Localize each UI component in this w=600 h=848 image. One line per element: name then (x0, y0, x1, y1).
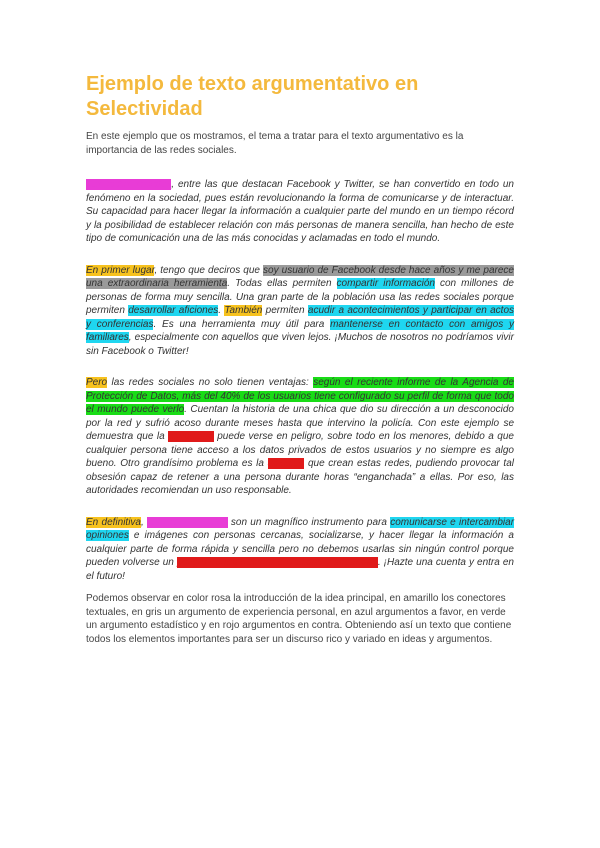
paragraph-arguments-against (86, 376, 514, 498)
text-run: que crean estas redes, pudiendo provocar tal obsesión capaz de retener a una persona durante horas “enganchada” a ellas. Por eso, las autoridades recomiendan un uso responsable. (86, 458, 514, 496)
highlight-argument-against: peligro contra nuestra privacidad y seguridad (176, 557, 378, 568)
highlight-connector: En primer lugar (86, 264, 155, 276)
text-run: , (141, 516, 148, 528)
text-run: . ¡Hazte una cuenta y entra en el futuro! (86, 557, 514, 582)
text-run: , especialmente con aquellos que viven lejos. ¡Muchos de nosotros no podríamos vivir sin Facebook o Twitter! (86, 332, 514, 357)
text-run: puede verse en peligro, sobre todo en los menores, debido a que cualquier persona tiene acceso a los datos privados de estos usuarios y no siempre es algo bueno. Otro grandísimo problema es la (86, 431, 514, 469)
highlight-connector: En definitiva (86, 516, 141, 528)
text-run: . Es una herramienta muy útil para (153, 318, 331, 330)
text-run: e imágenes con personas cercanas, socializarse, y hacer llegar la información a cualquier parte de forma rápida y sencilla pero no debemos usarlas sin ningún control porque pueden volverse un (86, 530, 514, 568)
highlight-argument-for: acudir a acontecimientos y participar en actos y conferencias (86, 305, 515, 330)
highlight-connector: Pero (86, 377, 108, 388)
document-title: Ejemplo de texto argumentativo en Selectividad (86, 73, 419, 120)
text-run: con millones de personas de forma muy sencilla. Una gran parte de la población usa las redes sociales porque permiten (86, 278, 514, 316)
text-run: , entre las que destacan Facebook y Twitter, se han convertido en todo un fenómeno en la sociedad, pues están revolucionando la forma de comunicarse y de interactuar. Su capacidad para hacer llegar la información a cualquier parte del mundo en un tiempo récord y la posibilidad de establecer relación con más personas de manera sencilla, han hecho de este tipo de comunicación una de las más conocidas y aclamadas en todo el mundo. (86, 179, 514, 244)
highlight-argument-against: privacidad (168, 431, 214, 442)
highlight-personal-experience: soy usuario de Facebook desde hace años y me parece una extraordinaria herramienta (86, 264, 514, 289)
outro-paragraph: Podemos observar en color rosa la introducción de la idea principal, en amarillo los conectores textuales, en gris un argumento de experiencia personal, en azul argumentos a favor, en verde un argumento estadístico y en rojo argumentos en contra. Obteniendo así un texto que contiene todos los elementos importantes para ser un discurso rico y variado en ideas y argumentos. (86, 593, 512, 645)
text-run: . Todas ellas permiten (227, 278, 337, 289)
highlight-connector: También (224, 305, 263, 316)
text-run: . (218, 305, 225, 316)
text-run: , tengo que deciros que (154, 264, 264, 276)
intro-paragraph: En este ejemplo que os mostramos, el tema a tratar para el texto argumentativo es la importancia de las redes sociales. (86, 131, 464, 156)
text-run: permiten (262, 305, 308, 316)
text-run: las redes sociales no solo tienen ventajas: (107, 377, 314, 388)
text-run: son un magnífico instrumento para (227, 516, 391, 528)
highlight-argument-for: comunicarse e intercambiar opiniones (86, 516, 515, 541)
paragraph-conclusion (86, 516, 514, 584)
highlight-main-idea: las redes sociales (147, 516, 228, 528)
paragraph-introduction (86, 178, 514, 246)
highlight-statistic: según el reciente informe de la Agencia de Protección de Datos, más del 40% de los usuarios tiene configurado su perfil de forma que todo el mundo puede verlo (86, 377, 514, 415)
highlight-argument-for: compartir información (336, 278, 435, 289)
text-run: . Cuentan la historia de una chica que dio su dirección a un desconocido por la red y sufrió acoso durante meses hasta que intervino la policía. Con este ejemplo se demuestra que la (86, 404, 514, 442)
paragraph-arguments-for (86, 264, 514, 359)
highlight-argument-against: adicción (267, 458, 305, 469)
highlight-argument-for: mantenerse en contacto con amigos y familiares (86, 318, 515, 343)
highlight-main-idea: Las redes sociales (86, 179, 172, 190)
document-page (86, 72, 514, 646)
highlight-argument-for: desarrollar aficiones (128, 305, 219, 316)
